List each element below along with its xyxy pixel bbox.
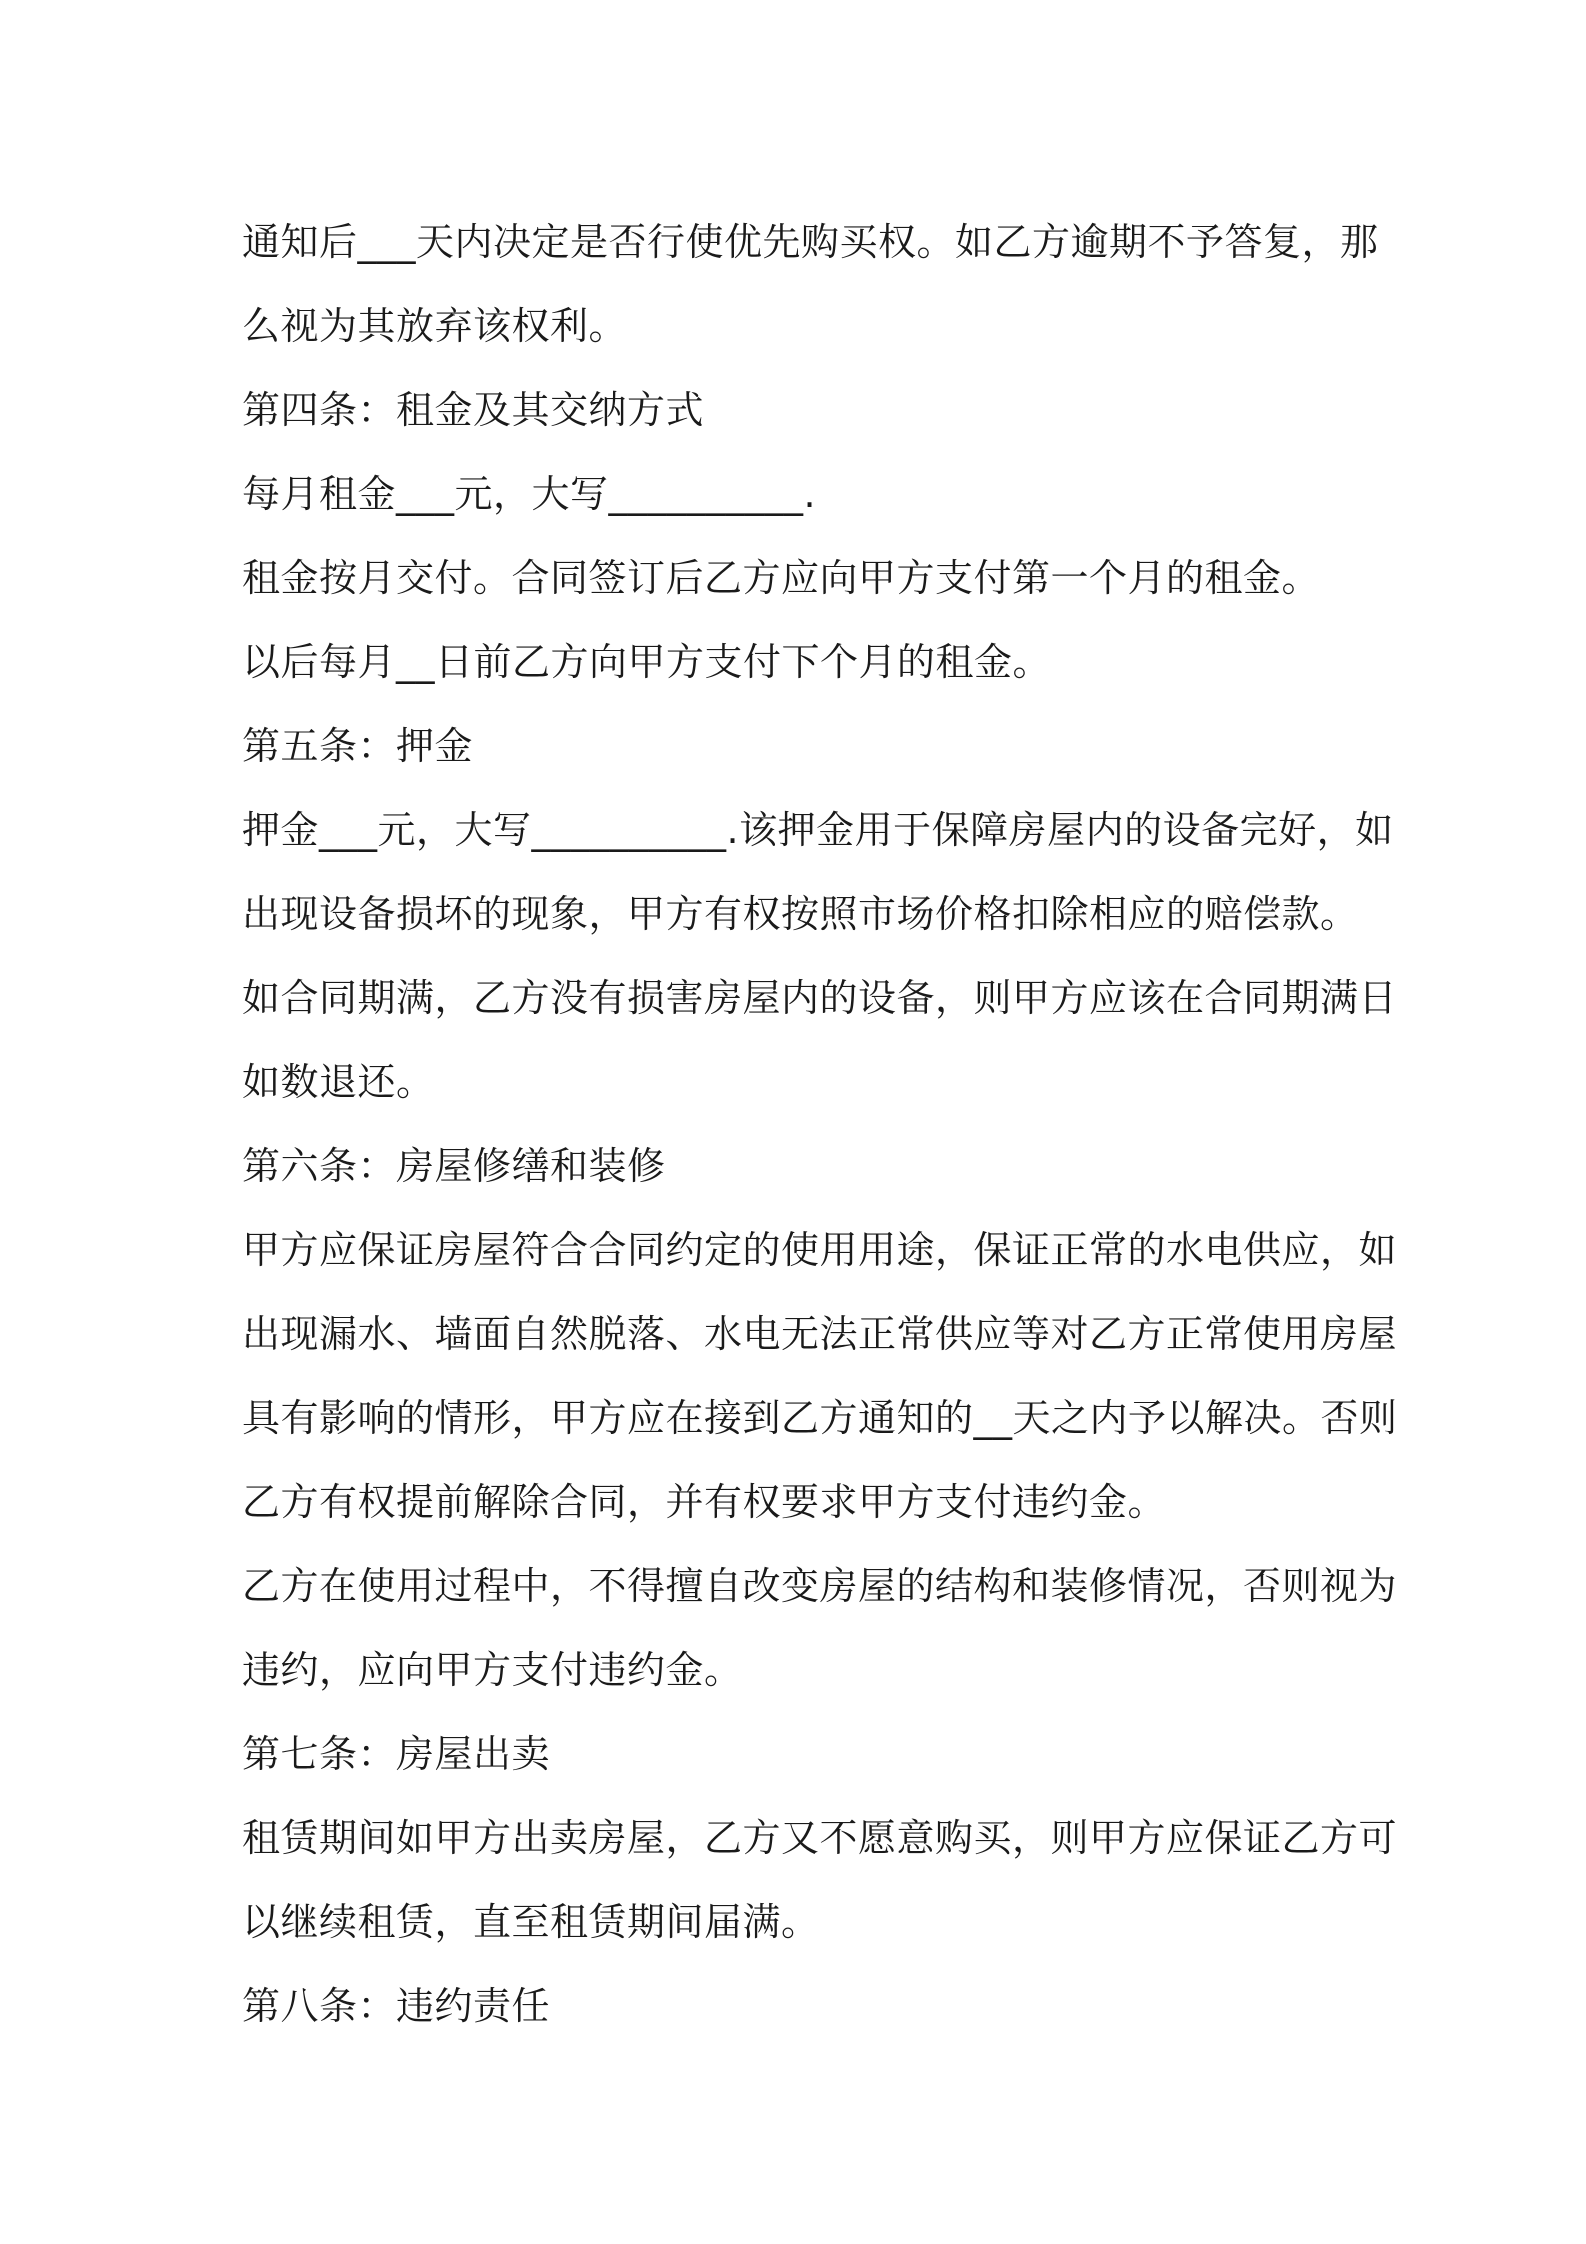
text-line: 押金___元，大写__________.该押金用于保障房屋内的设备完好，如 [242,808,1394,852]
section-heading: 第七条：房屋出卖 [242,1732,551,1776]
text-line: 出现设备损坏的现象，甲方有权按照市场价格扣除相应的赔偿款。 [242,892,1359,936]
text-line: 乙方有权提前解除合同，并有权要求甲方支付违约金。 [242,1480,1167,1524]
text-line: 通知后___天内决定是否行使优先购买权。如乙方逾期不予答复，那 [242,220,1379,264]
text-line: 如合同期满，乙方没有损害房屋内的设备，则甲方应该在合同期满日 [242,976,1398,1020]
text-line: 出现漏水、墙面自然脱落、水电无法正常供应等对乙方正常使用房屋 [242,1312,1398,1356]
section-heading: 第四条：租金及其交纳方式 [242,388,705,432]
section-heading: 第八条：违约责任 [242,1984,551,2028]
document-page [242,200,1398,2048]
text-line: 具有影响的情形，甲方应在接到乙方通知的__天之内予以解决。否则 [242,1396,1398,1440]
text-line: 租金按月交付。合同签订后乙方应向甲方支付第一个月的租金。 [242,556,1321,600]
text-line: 么视为其放弃该权利。 [242,304,628,348]
text-line: 甲方应保证房屋符合合同约定的使用用途，保证正常的水电供应，如 [242,1228,1398,1272]
text-line: 如数退还。 [242,1060,435,1104]
text-line: 以继续租赁，直至租赁期间届满。 [242,1900,820,1944]
text-line: 每月租金___元，大写__________. [242,472,817,516]
text-line: 以后每月__日前乙方向甲方支付下个月的租金。 [242,640,1052,684]
section-heading: 第六条：房屋修缮和装修 [242,1144,666,1188]
section-heading: 第五条：押金 [242,724,474,768]
text-line: 乙方在使用过程中，不得擅自改变房屋的结构和装修情况，否则视为 [242,1564,1398,1608]
text-line: 违约，应向甲方支付违约金。 [242,1648,743,1692]
text-line: 租赁期间如甲方出卖房屋，乙方又不愿意购买，则甲方应保证乙方可 [242,1816,1398,1860]
